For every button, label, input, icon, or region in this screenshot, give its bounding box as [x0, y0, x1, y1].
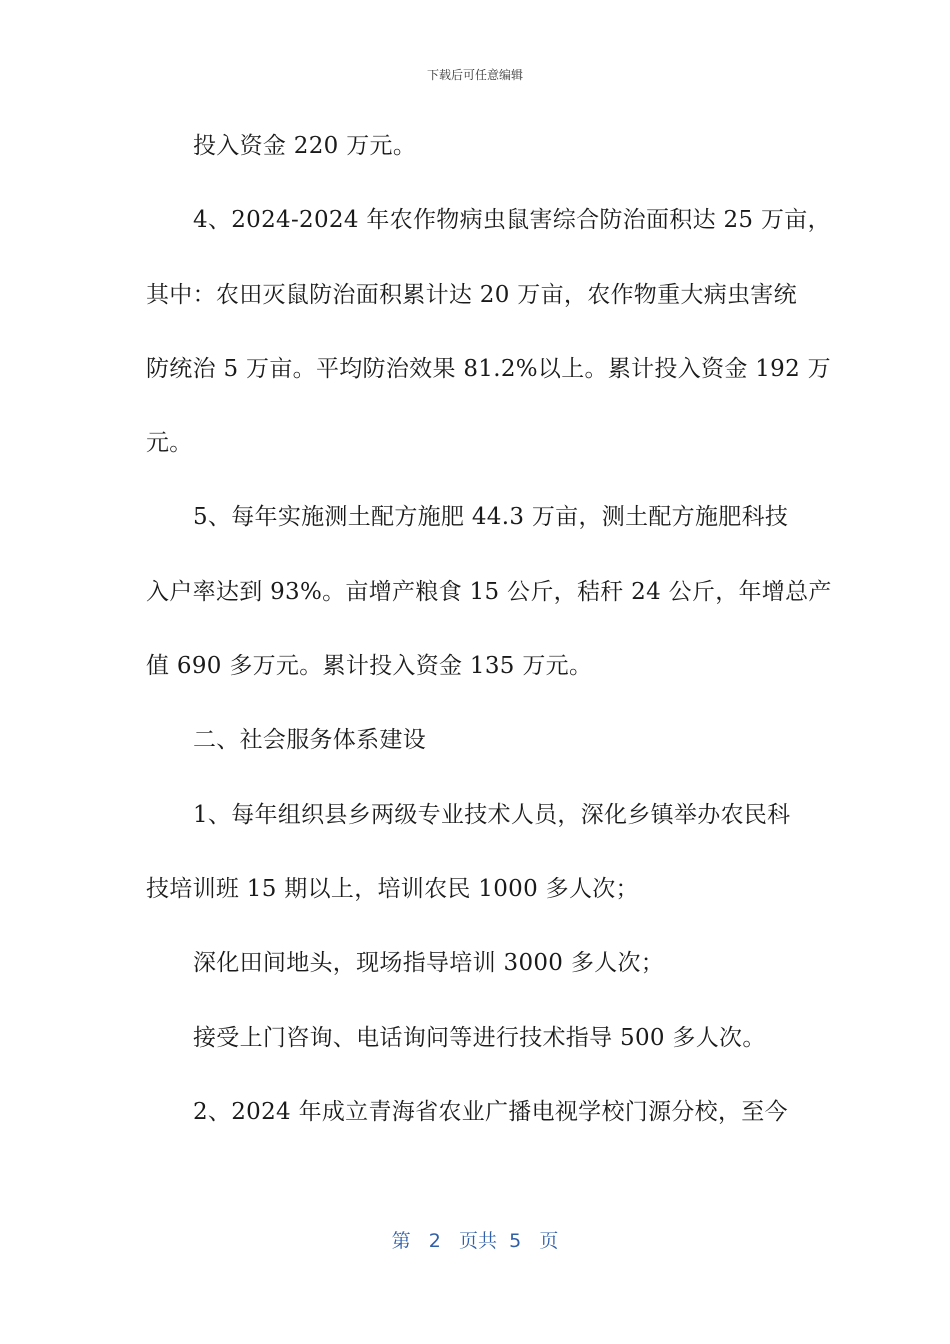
paragraph-line: 防统治 5 万亩。平均防治效果 81.2%以上。累计投入资金 192 万 [146, 355, 831, 382]
paragraph-line: 元。 [146, 430, 193, 457]
paragraph-line: 技培训班 15 期以上，培训农民 1000 多人次； [146, 875, 639, 902]
paragraph-line: 2、2024 年成立青海省农业广播电视学校门源分校，至今 [193, 1098, 788, 1125]
paragraph-line: 值 690 多万元。累计投入资金 135 万元。 [146, 653, 593, 680]
footer-mid: 页共 [459, 1230, 498, 1252]
document-body [146, 120, 832, 1160]
paragraph-line: 其中：农田灭鼠防治面积累计达 20 万亩，农作物重大病虫害统 [146, 281, 797, 308]
paragraph-line: 接受上门咨询、电话询问等进行技术指导 500 多人次。 [193, 1024, 766, 1051]
paragraph-line: 深化田间地头，现场指导培训 3000 多人次； [193, 950, 665, 977]
paragraph-line: 投入资金 220 万元。 [193, 133, 417, 159]
footer-suffix: 页 [539, 1230, 559, 1252]
page-header-note: 下载后可任意编辑 [426, 68, 523, 82]
paragraph-line: 4、2024-2024 年农作物病虫鼠害综合防治面积达 25 万亩， [193, 207, 831, 234]
paragraph-line: 1、每年组织县乡两级专业技术人员，深化乡镇举办农民科 [193, 801, 791, 828]
footer-page-current: 2 [428, 1230, 441, 1252]
paragraph-line: 5、每年实施测土配方施肥 44.3 万亩，测土配方施肥科技 [193, 504, 789, 531]
section-heading: 二、社会服务体系建设 [193, 727, 426, 754]
page-footer [0, 1226, 950, 1253]
footer-page-total: 5 [509, 1230, 522, 1252]
footer-prefix: 第 [391, 1230, 411, 1252]
paragraph-line: 入户率达到 93%。亩增产粮食 15 公斤，秸秆 24 公斤，年增总产 [146, 578, 832, 605]
